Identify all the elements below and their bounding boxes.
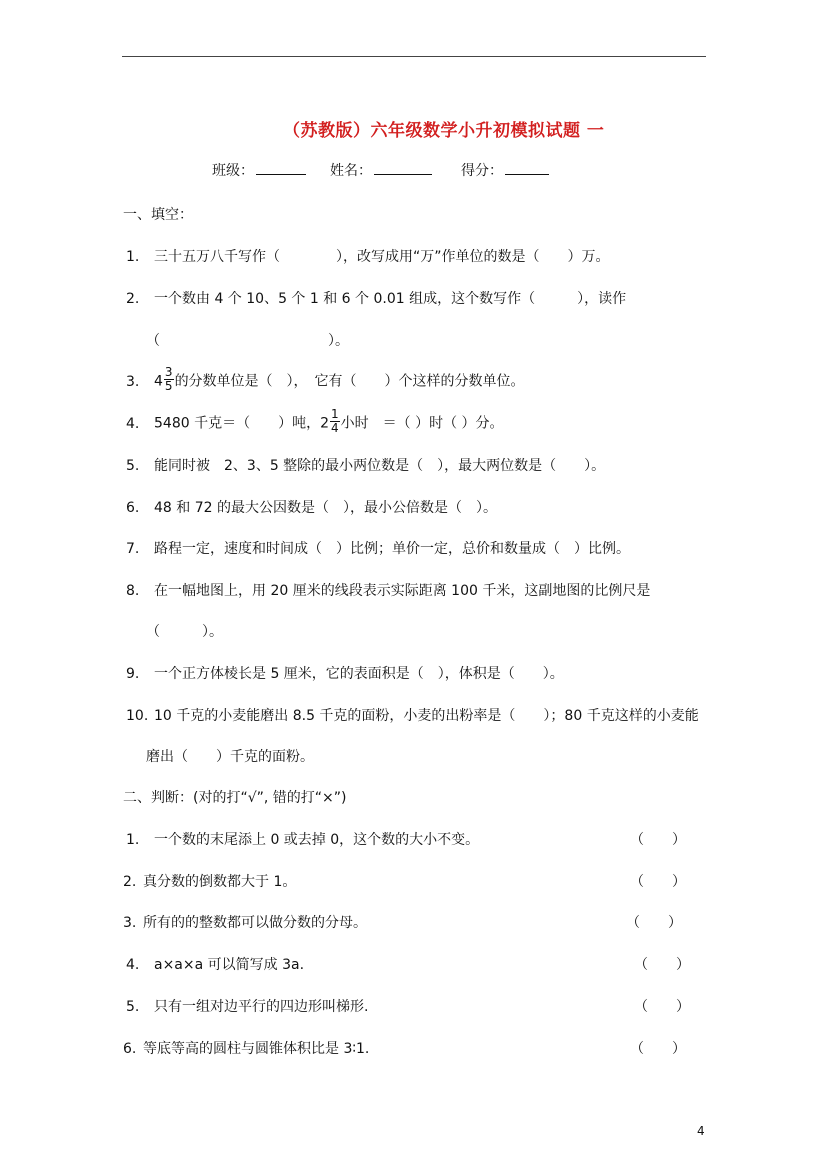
fraction-numerator: 3 bbox=[164, 365, 173, 379]
question-text: 等底等高的圆柱与圆锥体积比是 3∶1. bbox=[143, 1041, 370, 1057]
answer-parentheses[interactable]: （ ） bbox=[626, 915, 682, 931]
question-8-continued bbox=[146, 621, 223, 641]
question-text: （ ）。 bbox=[146, 333, 349, 349]
question-text: 所有的的整数都可以做分数的分母。 bbox=[143, 915, 367, 931]
answer-parentheses[interactable]: （ ） bbox=[630, 1041, 686, 1057]
question-4 bbox=[126, 407, 504, 437]
question-2 bbox=[126, 288, 626, 308]
question-text: 三十五万八千写作（ ），改写成用“万”作单位的数是（ ）万。 bbox=[154, 249, 610, 265]
name-field bbox=[330, 160, 432, 180]
question-text: 5480 千克＝（ ）吨，2 bbox=[154, 415, 329, 432]
question-text: 能同时被 2、3、5 整除的最小两位数是（ ），最大两位数是（ ）。 bbox=[154, 458, 606, 474]
name-blank[interactable] bbox=[374, 160, 432, 175]
question-number: 5. bbox=[126, 999, 140, 1015]
question-5 bbox=[126, 455, 605, 475]
question-text: 只有一组对边平行的四边形叫梯形. bbox=[154, 999, 369, 1015]
question-text: 真分数的倒数都大于 1。 bbox=[143, 874, 297, 890]
question-6 bbox=[126, 497, 497, 517]
question-8 bbox=[126, 580, 650, 600]
question-number: 1. bbox=[126, 249, 140, 265]
fraction bbox=[330, 408, 340, 435]
score-field bbox=[461, 160, 549, 180]
fraction-denominator: 4 bbox=[331, 421, 339, 435]
judge-item-1 bbox=[126, 829, 479, 849]
question-number: 5. bbox=[126, 458, 140, 474]
question-2-continued bbox=[146, 330, 349, 350]
class-field bbox=[212, 160, 306, 180]
question-number: 3. bbox=[126, 373, 140, 390]
fraction bbox=[164, 366, 174, 393]
answer-parentheses[interactable]: （ ） bbox=[630, 832, 686, 848]
question-text: 一个数的末尾添上 0 或去掉 0，这个数的大小不变。 bbox=[154, 832, 480, 848]
question-number: 4. bbox=[126, 957, 140, 973]
question-number: 4. bbox=[126, 415, 140, 432]
judge-item-6 bbox=[123, 1038, 369, 1058]
fraction-denominator: 5 bbox=[164, 379, 173, 393]
question-text: 的分数单位是（ ）， 它有（ ）个这样的分数单位。 bbox=[174, 373, 525, 390]
question-number: 6. bbox=[123, 1041, 137, 1057]
score-label: 得分： bbox=[461, 163, 503, 179]
answer-parentheses[interactable]: （ ） bbox=[634, 999, 690, 1015]
question-text: （ ）。 bbox=[146, 624, 223, 640]
page-number: 4 bbox=[697, 1124, 705, 1138]
header-rule bbox=[122, 56, 706, 57]
question-text: 路程一定，速度和时间成（ ）比例；单价一定，总价和数量成（ ）比例。 bbox=[154, 541, 630, 557]
question-3 bbox=[126, 365, 525, 395]
question-number: 7. bbox=[126, 541, 140, 557]
question-text: 磨出（ ）千克的面粉。 bbox=[146, 749, 314, 765]
question-text: 在一幅地图上，用 20 厘米的线段表示实际距离 100 千米，这副地图的比例尺是 bbox=[154, 583, 651, 599]
question-text: 48 和 72 的最大公因数是（ ），最小公倍数是（ ）。 bbox=[154, 500, 497, 516]
judge-item-3 bbox=[123, 912, 367, 932]
question-number: 3. bbox=[123, 915, 137, 931]
question-7 bbox=[126, 538, 630, 558]
question-text: a×a×a 可以简写成 3a. bbox=[154, 957, 305, 973]
judge-item-4 bbox=[126, 954, 304, 974]
fraction-numerator: 1 bbox=[331, 407, 339, 421]
question-number: 8. bbox=[126, 583, 140, 599]
question-text: 小时 ＝（ ）时（ ）分。 bbox=[340, 415, 504, 432]
mixed-number-whole: 4 bbox=[154, 373, 163, 390]
question-10-continued bbox=[146, 746, 314, 766]
score-blank[interactable] bbox=[505, 160, 549, 175]
name-label: 姓名： bbox=[330, 163, 372, 179]
question-number: 2. bbox=[123, 874, 137, 890]
class-label: 班级： bbox=[212, 163, 254, 179]
question-text: 一个数由 4 个 10、5 个 1 和 6 个 0.01 组成，这个数写作（ ），读作 bbox=[154, 291, 627, 307]
question-text: 一个正方体棱长是 5 厘米，它的表面积是（ ），体积是（ ）。 bbox=[154, 666, 564, 682]
section2-heading: 二、判断：(对的打“√”, 错的打“×”) bbox=[123, 790, 347, 806]
question-9 bbox=[126, 663, 564, 683]
class-blank[interactable] bbox=[256, 160, 306, 175]
question-number: 6. bbox=[126, 500, 140, 516]
question-number: 1. bbox=[126, 832, 140, 848]
page-title: （苏教版）六年级数学小升初模拟试题 一 bbox=[283, 121, 605, 141]
question-1 bbox=[126, 246, 610, 266]
judge-item-5 bbox=[126, 996, 368, 1016]
question-number: 2. bbox=[126, 291, 140, 307]
answer-parentheses[interactable]: （ ） bbox=[634, 957, 690, 973]
section1-heading: 一、填空： bbox=[123, 207, 193, 223]
question-number: 10. bbox=[126, 708, 149, 724]
judge-item-2 bbox=[123, 871, 296, 891]
answer-parentheses[interactable]: （ ） bbox=[630, 874, 686, 890]
question-10 bbox=[126, 705, 699, 725]
question-text: 10 千克的小麦能磨出 8.5 千克的面粉，小麦的出粉率是（ ）；80 千克这样的小麦能 bbox=[154, 708, 699, 724]
question-number: 9. bbox=[126, 666, 140, 682]
